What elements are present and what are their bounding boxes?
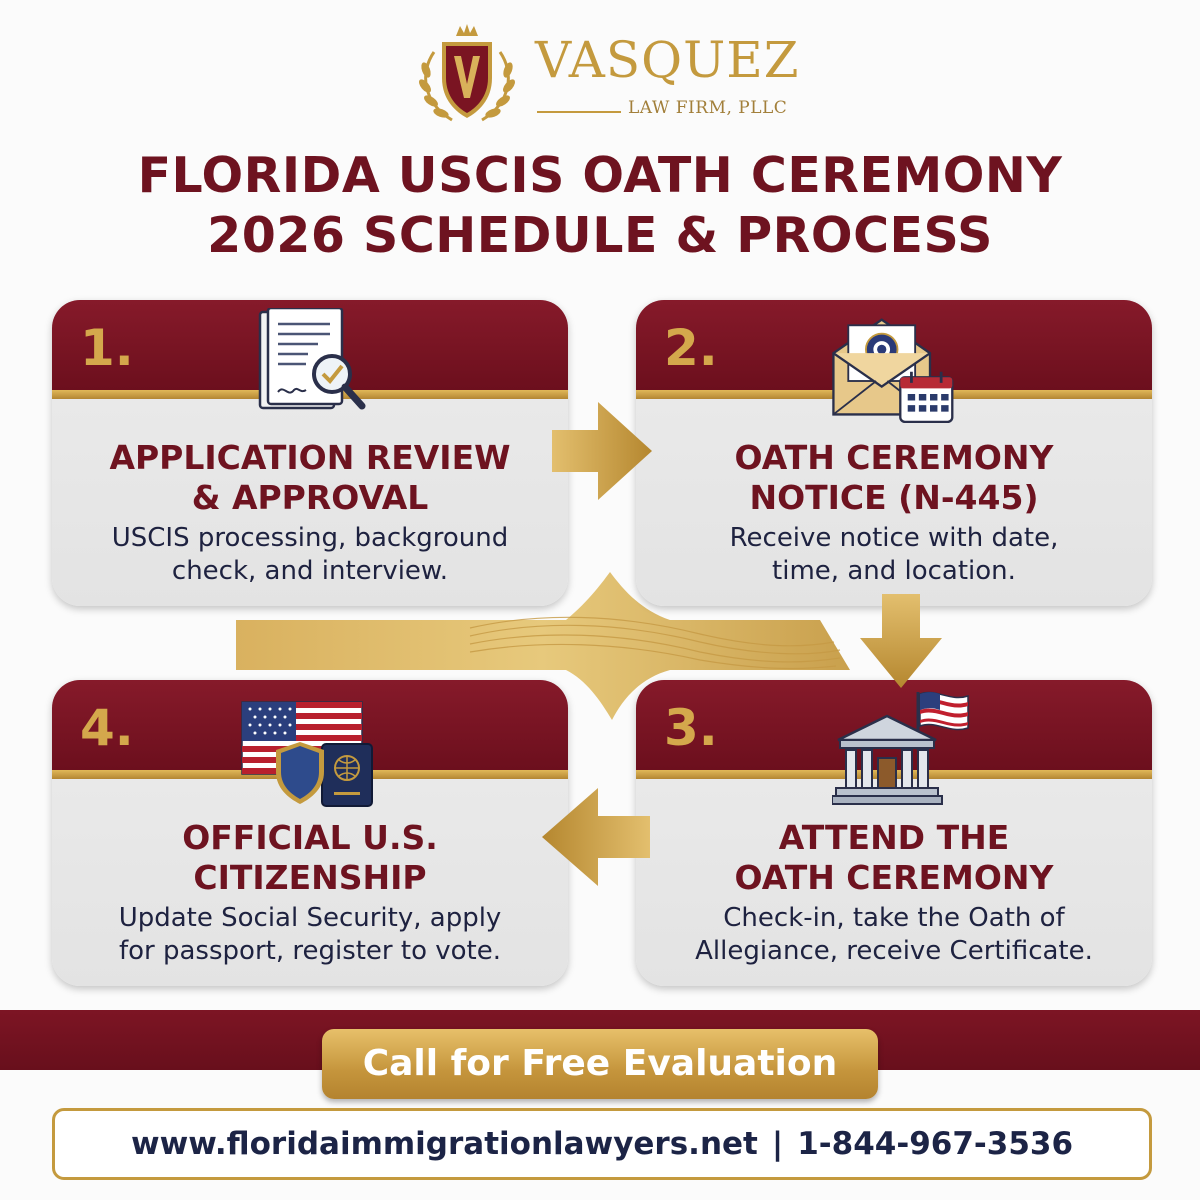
- document-magnifier-icon: [248, 308, 378, 428]
- arrow-down-icon: [858, 594, 944, 690]
- step-title-line-2: OATH CEREMONY: [734, 858, 1054, 897]
- step-title-line-2: & APPROVAL: [191, 478, 429, 517]
- flag-shield-passport-icon: [238, 688, 388, 808]
- step-card-4: [52, 680, 568, 986]
- step-title: [52, 818, 568, 898]
- step-description-line-2: check, and interview.: [171, 556, 449, 586]
- step-number: 3.: [664, 699, 718, 757]
- step-description: [52, 522, 568, 588]
- step-card-3: [636, 680, 1152, 986]
- step-number: 2.: [664, 319, 718, 377]
- contact-bar: [52, 1108, 1152, 1180]
- brand-name: VASQUEZ: [535, 31, 800, 89]
- brand-subtitle: LAW FIRM, PLLC: [628, 98, 788, 118]
- step-description: [52, 902, 568, 968]
- step-description-line-2: time, and location.: [772, 556, 1016, 586]
- free-evaluation-button[interactable]: Call for Free Evaluation: [322, 1029, 878, 1099]
- law-firm-crest-icon: [412, 22, 522, 132]
- step-description: [636, 902, 1152, 968]
- step-description-line-1: Update Social Security, apply: [118, 903, 502, 933]
- step-number: 4.: [80, 699, 134, 757]
- step-description-line-1: USCIS processing, background: [111, 523, 509, 553]
- website-link[interactable]: www.floridaimmigrationlawyers.net: [130, 1126, 758, 1162]
- step-title-line-1: OFFICIAL U.S.: [182, 818, 438, 857]
- step-card-1: [52, 300, 568, 606]
- step-title-line-2: CITIZENSHIP: [193, 858, 427, 897]
- step-title: [636, 818, 1152, 898]
- page-title-line-2: 2026 SCHEDULE & PROCESS: [207, 207, 993, 264]
- step-number: 1.: [80, 319, 134, 377]
- step-card-2: [636, 300, 1152, 606]
- step-description-line-1: Check-in, take the Oath of: [723, 903, 1065, 933]
- brand-divider: [537, 111, 621, 113]
- step-title: [636, 438, 1152, 518]
- step-title: [52, 438, 568, 518]
- step-title-line-1: APPLICATION REVIEW: [109, 438, 511, 477]
- brand-logo: [0, 22, 1200, 132]
- step-description-line-2: Allegiance, receive Certificate.: [695, 936, 1093, 966]
- phone-number-link[interactable]: 1-844-967-3536: [797, 1126, 1074, 1162]
- courthouse-flag-icon: [832, 688, 982, 808]
- step-description-line-1: Receive notice with date,: [729, 523, 1059, 553]
- contact-separator: |: [771, 1126, 784, 1162]
- step-title-line-2: NOTICE (N-445): [749, 478, 1039, 517]
- envelope-calendar-icon: [826, 308, 956, 428]
- step-description-line-2: for passport, register to vote.: [118, 936, 501, 966]
- page-title-line-1: FLORIDA USCIS OATH CEREMONY: [137, 147, 1063, 204]
- arrow-right-icon: [552, 398, 656, 504]
- step-description: [636, 522, 1152, 588]
- page-title: [0, 146, 1200, 266]
- step-title-line-1: OATH CEREMONY: [734, 438, 1054, 477]
- step-title-line-1: ATTEND THE: [778, 818, 1010, 857]
- arrow-left-icon: [540, 784, 652, 890]
